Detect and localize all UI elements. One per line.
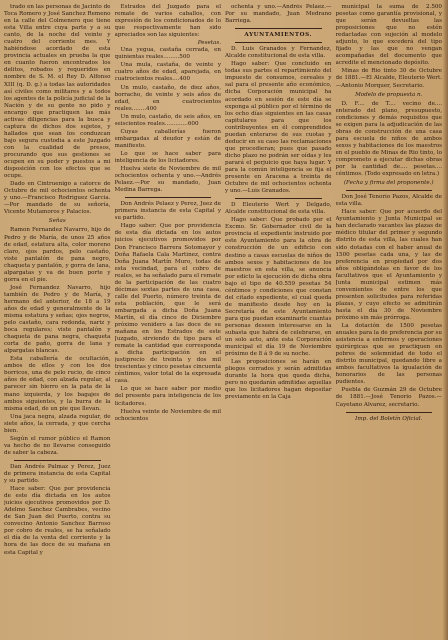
column-2 [115,4,222,636]
columns [4,4,442,636]
paragraph: Don José Tenorio Pazos, Alcalde de esta villa. [335,194,442,208]
column-4 [336,4,443,636]
paragraph: D. F.... de T.... vecino de.... enterado del plano, presupuesto, condiciones y demás requisitos que se exigen para la adjudicación de las obras de construcción de una casa para escuela de niños de ambos sexos y habitaciones de los maestros en el pueblo de Minas de Rio tinto, lo comprometo a ejecutar dichas obras por la cantidad de.... pesetas.... céntimos. (Todo expresado en letra.) [335,100,442,178]
divider [346,190,433,191]
paragraph: Dado en Cintruenigo a catorce de Octubre de mil ochocientos ochenta y uno.—Francisco Rodriguez Garcia.—Por mandado de su señoría, Vicente Mutamoros y Palacios. [4,181,111,216]
paragraph: Hago saber: Que por providencia de esta día dictada en los autos juicios ejecutivos promovidos por Don Francisco Barrera Sotomayor y Doña Rafaela Cala Martinez, contra Doña Juana Martín Muro, todas de esta vecindad, para el cobro de reales, se ha señalado para el remate de la participación de las cuatro décimas sextas partes de una casa, calle del Puerto, número treinta de esta población, que le será embargada a dicha Doña Juana Martín, el día cinco de Diciembre próximo venidero a las doce de su mañana en los Estrados de este Juzgado, sirviendo de tipo para el remate la cantidad que corresponda a dicha participación en el justiprecio de treinta y dos mil trescientas y cinco pesetas cincuenta céntimos, valor total de la expresada casa. [114,223,221,385]
paragraph: trado en las personas de Jacinto de Toca Romero y José Sanchez Remeno en la calle del Colmenero que tiene esta Villa entre cuya parte y a su canto, de la noche del veinte y cuatro del corriente mes. Y habiéndose acordado de esta provincia actuales en prueba la que en cuanto fueron encontrados los delitos, robados y requeridos en nombre de S. M. el Rey D. Alfonso XIII (q. D. g.) a todas las autoridades así civiles como militares y a todos los agentes de la policía judicial de la Nación y de su gente no pido y encargo que practiquen las más activas diligencias para la busca y captura de dichos dos sujetos, y hallados que sean los conduzcan bajo segura custodia a este Juzgado con la cualidad de presos, procurando que sus gestiones se ocupen en su poder y puestos a mi disposición con los efectos que se ocupe. [4,4,111,180]
paragraph: ochenta y uno.—Andrés Pelaez.—Por su mandado, Juan Medrano Barriega. [225,4,332,25]
paragraph: Cuyas caballerías fueron embargadas al deudor y están de manifiesto. [114,128,221,149]
paragraph: Ramon Fernandez Navarro, hijo de Pedro y de María, de unos 25 años de edad, estatura alta, color moreno claro, ojos pardos, pelo castaño, viste pantalón de pana negro, chaqueta y pantalón, y gorra de lana, alpargatas y va de buen porte y gorra en el pie. [4,227,111,283]
paragraph: Hago saber: Que concluido en todas sus partes el repartimiento del impuesto de consumos, cereales y sal para el presente año económico, dicha Corporación municipal ha acordado en sesión de este día se exponga al público por el término de los ocho días siguientes en las casas capitulares para que los contribuyentes en él comprendidos puedan enterarse de sus cuotas y deducir en su caso las reclamaciones que procedieran; pues que pasado dicho plazo no podrán ser oídas y les parará el perjuicio que haya lugar. Y para la común inteligencia se fija el presente en Aracena a treinta de Octubre de mil ochocientos ochenta y uno.—Luis Granados. [225,61,332,195]
paragraph: Según el rumor público el Ramon va hecho de no llevarse conseguido de saber la cabeza. [4,435,111,456]
paragraph: Esta caballería de ocultación, ambos de ellos y con los dos borricos, una de pelo rucio, de cinco años de edad, con alzada regular, al parecer sin hierro en la pata de la mano izquierda, y los bagajes de ambos siguientes, y la burra de la misma edad, de un pie que llevan. [4,356,111,412]
divider [14,460,101,461]
paragraph: Huelva siete de Noviembre de mil ochocientos ochenta y uno.—Andrés Pelaez.—Por su mandado, Juan Medina Barrega. [114,166,221,194]
paragraph: Lo que se hace saber por medio del presente para inteligencia de los licitadores. [114,386,221,407]
list-item: Una mula, castaña, de veinte y cuatro años de edad, aparejada, en cuatrocientos reales....400 [114,62,221,83]
section-heading: Señas [48,218,66,225]
paragraph: Las proposiciones se harán en pliegos cerrados y serán admitidas durante la hora que queda dicha, pero no quedarán admitidas aquellas que los licitadores hagan depositar previamente en la Caja [225,359,332,401]
paragraph: Huelva veinte de Noviembre de mil ochocientos [114,408,221,422]
section-heading: AYUNTAMIENTOS. [244,32,313,39]
paragraph: Hace saber: Que por acuerdo del Ayuntamiento y Junta Municipal se han declarado vacantes las plazas de médico titular del primer y segundo distrito de esta villa, las cuales han sido dotadas con el haber anual de 1500 pesetas cada una, y las de preferencia en propiedad por dos años obligándolas en favor de los facultativos que el Ayuntamiento y Junta municipal estimen más convenientes de entre los que presenten solicitudes para referidas plazas, y cuyo efecto se admitirán hasta el día 30 de Noviembre próximo sin más prórroga. [335,209,442,321]
paragraph: D Eleuterio Wert y Delgado, Alcalde constitucional de esta villa. [225,202,332,216]
paragraph: La dotación de 1500 pesetas anuales para la de preferencia por su asistencia a enfermos y operaciones quirúrgicas que se practiquen en pobres de solemnidad de todo el distrito municipal, quedando libre a ambos facultativos la igualación de honorarios de las personas pudientes. [335,323,442,386]
divider [125,197,212,198]
printer-imprint: Imp. del Boletín Oficial. [355,415,423,422]
paragraph: Minas de Rio tinto 30 de Octubre de 1881.—El Alcalde, Eleuterio Wert.—Antonio Morquer, Secretario. [335,68,442,89]
paragraph: Estrados del Juzgado para el remate de varios caballos, con expresión de los condicionados de lo que respectivamente han sido apreciados son las siguientes: [114,4,221,39]
divider [346,412,433,413]
paragraph: José Fernandez Navarro, hijo también de Pedro y de María, y hermano del anterior, de 18 a 19 años de edad y generalmente de la misma estatura y señas; ojos negros, pelo castaño, cara redonda, nariz y boca regulares; viste pantalón y chaqueta de pana negra, chaqueta corta de paño, gorra de lana y alpargatas blancas. [4,284,111,355]
paragraph: Hago saber: Que probado por el Excmo. Sr. Gobernador civil de la provincia el expediente instruido por este Ayuntamiento para la obra de construcción de un edificio con destino a casas escuelas de niños de ambos sexos y habitaciones de los maestros en esta villa, se anuncia por edicto la ejecución de dicha obra bajo el tipo de 40.559 pesetas 54 céntimos y condiciones que constan del citado expediente, el cual queda de manifiesto desde hoy en la Secretaría de este Ayuntamiento para que puedan examinarle cuantas personas deseen interesarse en la subasta que habrá de celebrarse, en un solo acto, ante esta Corporación municipal el día 19 de Noviembre próximo de 8 á 9 de su noche. [225,217,332,358]
signature-note: (Fecha y firma del proponente.) [343,180,434,187]
section-heading: Modelo de propuesta n. [355,91,423,98]
paragraph: Dan Andrés Palmaz y Perez, Juez de primera instancia de esta Capital y su partido. [4,463,111,485]
paragraph: D. Luis Granados y Fernandez, Alcalde constitucional de esta villa. [225,46,332,60]
paragraph: Hace saber: Que por providencia de este día dictada en los autos juicios ejecutivos promovidos por D. Adelmo Sanchez Cambrabes, vecino de San Juan del Puerto, contra su convecino Antonio Sanchez Barroso por cobro de reales, se ha señalado el día de la venta del corriente y la hora de las doce de su mañana en esta Capital y [4,486,111,556]
list-item: Un mulo, castaño, de seis años, en seiscientos reales.............600 [114,113,221,127]
divider [235,42,322,43]
column-1 [4,4,111,636]
divider [235,28,322,29]
divider [235,198,322,199]
page-edge [443,0,448,640]
pesetas-label: Pesetas. [197,40,221,47]
paragraph: Puebla de Guzmán 29 de Octubre de 1881.—José Tenorio Pazos.—Cayetano Alvarez, secretario. [335,387,442,408]
paragraph: Una jaca negra, alzada regular, de siete años, la cerrada, y que cercha bien. [4,413,111,434]
list-item: Una yegua, castaña cerrada, en quinientas reales.........500 [114,47,221,61]
list-item: Un mulo, castaño, de diez años, borracho, de veinte y seis años de edad, en cuatrocientos reales........400 [114,84,221,112]
column-3 [225,4,332,636]
paragraph: municipal la suma de 2.500 pesetas como garantía provisional, y que serán devueltas las proposiciones que no estén redactadas con sujeción al modelo adjunto, lo que excederá del tipo fijado y las que no vengan acompañadas del documento que acredite el mencionado depósito. [335,4,442,67]
paragraph: Don Andrés Pelaez y Perez, Juez de primera instancia de esta Capital y su partido. [114,201,221,222]
paragraph: Lo que se hace saber para inteligencia de los licitadores. [114,150,221,164]
